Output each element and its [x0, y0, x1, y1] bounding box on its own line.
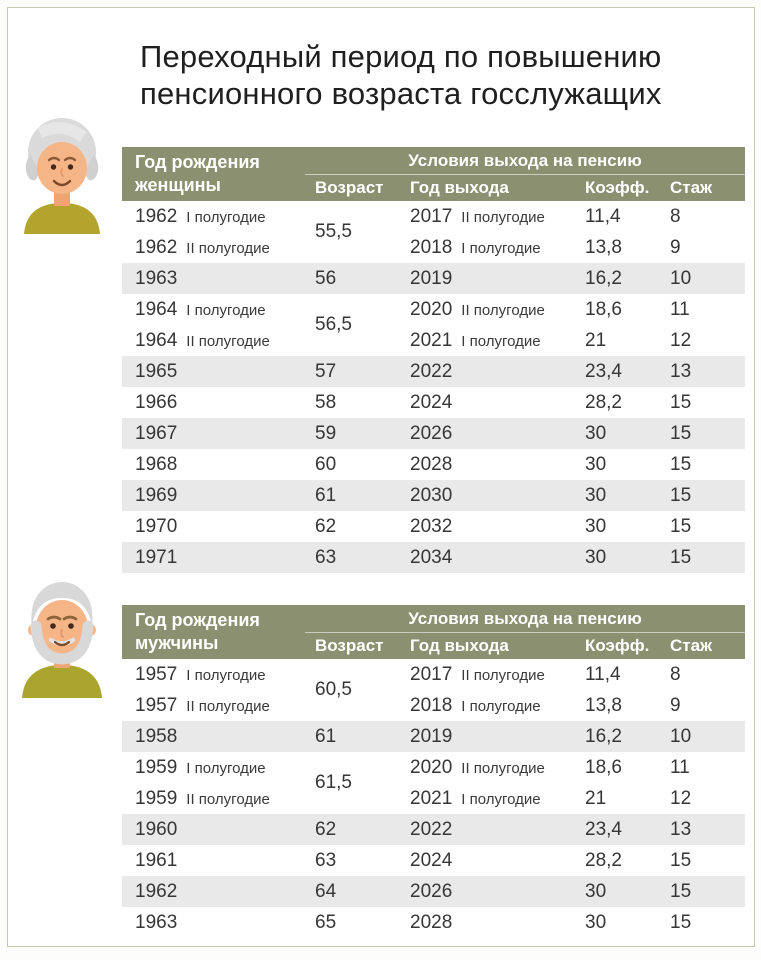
birth-year-cell: 1959 II полугодие	[135, 787, 270, 809]
table-row	[122, 907, 745, 938]
coeff-cell: 16,2	[575, 263, 660, 294]
birth-year-cell: 1959 I полугодие	[135, 756, 266, 778]
coeff-cell: 30	[585, 453, 607, 475]
age-cell: 58	[315, 391, 337, 413]
birth-year-cell: 1962 II полугодие	[135, 236, 270, 258]
table-row	[122, 201, 745, 232]
exit-year-cell: 2034	[400, 542, 575, 573]
coeff-cell: 30	[585, 515, 607, 537]
birth-year-cell: 1964 I полугодие	[135, 298, 266, 320]
age-cell: 63	[305, 542, 400, 573]
table-header-row-top	[122, 605, 745, 633]
service-cell: 15	[670, 391, 692, 413]
service-cell: 12	[670, 787, 692, 809]
table-row	[122, 511, 745, 542]
exit-year-cell: 2018 I полугодие	[410, 694, 541, 716]
exit-year-cell: 2022	[400, 814, 575, 845]
coeff-cell: 13,8	[585, 236, 622, 258]
exit-year-cell: 2020 II полугодие	[410, 756, 545, 778]
exit-year-cell: 2019	[400, 263, 575, 294]
coeff-cell: 13,8	[585, 694, 622, 716]
coeff-cell: 23,4	[575, 814, 660, 845]
service-cell: 13	[660, 814, 745, 845]
table-header-row-top	[122, 147, 745, 175]
service-cell: 11	[670, 756, 690, 778]
birth-year-cell: 1966	[135, 391, 178, 413]
page-title	[140, 38, 662, 112]
table-row	[122, 263, 745, 294]
age-cell: 61	[305, 721, 400, 752]
service-cell: 13	[660, 356, 745, 387]
birth-year-cell: 1961	[135, 849, 178, 871]
service-cell: 8	[670, 205, 681, 227]
coeff-column-header: Коэфф.	[575, 633, 660, 659]
table-row	[122, 294, 745, 325]
table-row	[122, 783, 745, 814]
table-row	[122, 659, 745, 690]
coeff-cell: 30	[575, 876, 660, 907]
grandpa-avatar	[18, 572, 106, 698]
table-row	[122, 845, 745, 876]
exit-year-cell: 2021 I полугодие	[410, 787, 541, 809]
table-row	[122, 814, 745, 845]
service-cell: 10	[660, 263, 745, 294]
birth-year-cell: 1963	[122, 263, 305, 294]
age-column-header: Возраст	[305, 633, 400, 659]
birth-year-cell: 1969	[122, 480, 305, 511]
exit-year-cell: 2024	[410, 849, 453, 871]
exit-year-cell: 2030	[400, 480, 575, 511]
exit-year-column-header: Год выхода	[400, 175, 575, 201]
coeff-cell: 30	[575, 480, 660, 511]
coeff-cell: 21	[585, 787, 607, 809]
age-cell: 63	[315, 849, 337, 871]
table-row	[122, 690, 745, 721]
conditions-header: Условия выхода на пенсию	[305, 605, 745, 633]
birth-year-cell: 1963	[135, 911, 178, 933]
service-cell: 9	[670, 694, 681, 716]
service-cell: 10	[660, 721, 745, 752]
service-cell: 11	[670, 298, 690, 320]
service-cell: 8	[670, 663, 681, 685]
grandma-avatar	[18, 108, 106, 234]
service-cell: 12	[670, 329, 692, 351]
exit-year-cell: 2022	[400, 356, 575, 387]
birth-year-cell: 1970	[135, 515, 178, 537]
exit-year-cell: 2028	[410, 911, 453, 933]
age-cell: 56	[305, 263, 400, 294]
coeff-cell: 28,2	[585, 391, 622, 413]
service-cell: 15	[660, 418, 745, 449]
birth-year-cell: 1957 I полугодие	[135, 663, 266, 685]
coeff-cell: 16,2	[575, 721, 660, 752]
coeff-cell: 18,6	[585, 756, 622, 778]
age-cell: 56,5	[315, 314, 352, 335]
birth-year-cell: 1968	[135, 453, 178, 475]
service-cell: 9	[670, 236, 681, 258]
exit-year-cell: 2017 II полугодие	[410, 205, 545, 227]
birth-year-cell: 1960	[122, 814, 305, 845]
age-cell: 60	[315, 453, 337, 475]
table-row	[122, 752, 745, 783]
service-cell: 15	[670, 515, 692, 537]
men-pension-table	[122, 605, 745, 938]
exit-year-cell: 2026	[400, 418, 575, 449]
table-row	[122, 325, 745, 356]
exit-year-cell: 2018 I полугодие	[410, 236, 541, 258]
birth-year-cell: 1958	[122, 721, 305, 752]
service-cell: 15	[660, 876, 745, 907]
coeff-cell: 21	[585, 329, 607, 351]
birth-year-cell: 1962	[122, 876, 305, 907]
age-cell: 62	[315, 515, 337, 537]
birth-year-header: Год рождения женщины	[122, 147, 305, 201]
table-row	[122, 387, 745, 418]
table-row	[122, 721, 745, 752]
age-cell: 65	[315, 911, 337, 933]
birth-year-cell: 1957 II полугодие	[135, 694, 270, 716]
coeff-cell: 30	[575, 542, 660, 573]
birth-year-cell: 1962 I полугодие	[135, 205, 266, 227]
service-cell: 15	[660, 480, 745, 511]
coeff-cell: 23,4	[575, 356, 660, 387]
service-cell: 15	[670, 849, 692, 871]
service-column-header: Стаж	[660, 175, 745, 201]
table-row	[122, 542, 745, 573]
service-cell: 15	[670, 453, 692, 475]
age-cell: 61,5	[315, 772, 352, 793]
exit-year-cell: 2017 II полугодие	[410, 663, 545, 685]
birth-year-cell: 1971	[122, 542, 305, 573]
exit-year-cell: 2032	[410, 515, 453, 537]
table-row	[122, 876, 745, 907]
age-cell: 61	[305, 480, 400, 511]
exit-year-cell: 2026	[400, 876, 575, 907]
age-cell: 60,5	[315, 679, 352, 700]
page-title-line1: Переходный период по повышению	[140, 39, 662, 74]
exit-year-column-header: Год выхода	[400, 633, 575, 659]
exit-year-cell: 2024	[410, 391, 453, 413]
coeff-column-header: Коэфф.	[575, 175, 660, 201]
age-cell: 59	[305, 418, 400, 449]
age-cell: 64	[305, 876, 400, 907]
age-column-header: Возраст	[305, 175, 400, 201]
exit-year-cell: 2019	[400, 721, 575, 752]
age-cell: 55,5	[315, 221, 352, 242]
coeff-cell: 11,4	[585, 663, 621, 685]
exit-year-cell: 2021 I полугодие	[410, 329, 541, 351]
exit-year-cell: 2028	[410, 453, 453, 475]
exit-year-cell: 2020 II полугодие	[410, 298, 545, 320]
coeff-cell: 30	[575, 418, 660, 449]
service-cell: 15	[660, 542, 745, 573]
service-cell: 15	[670, 911, 692, 933]
table-row	[122, 232, 745, 263]
women-pension-table	[122, 147, 745, 573]
page-title-line2: пенсионного возраста госслужащих	[140, 76, 662, 111]
age-cell: 62	[305, 814, 400, 845]
table-row	[122, 356, 745, 387]
table-row	[122, 418, 745, 449]
table-row	[122, 449, 745, 480]
coeff-cell: 30	[585, 911, 607, 933]
birth-year-cell: 1965	[122, 356, 305, 387]
conditions-header: Условия выхода на пенсию	[305, 147, 745, 175]
service-column-header: Стаж	[660, 633, 745, 659]
coeff-cell: 11,4	[585, 205, 621, 227]
table-row	[122, 480, 745, 511]
birth-year-cell: 1967	[122, 418, 305, 449]
coeff-cell: 28,2	[585, 849, 622, 871]
birth-year-header: Год рождения мужчины	[122, 605, 305, 659]
age-cell: 57	[305, 356, 400, 387]
birth-year-cell: 1964 II полугодие	[135, 329, 270, 351]
coeff-cell: 18,6	[585, 298, 622, 320]
